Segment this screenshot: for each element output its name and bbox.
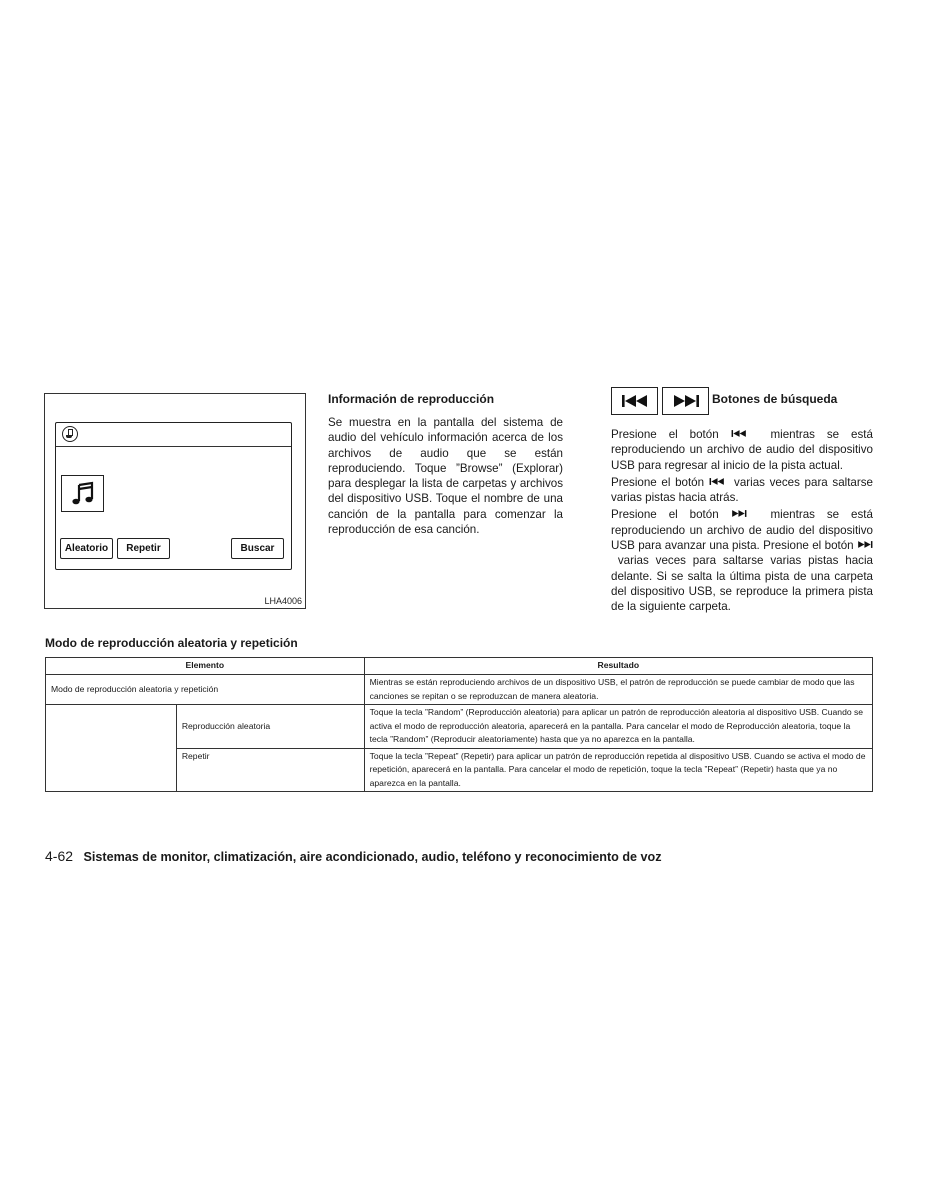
skip-forward-icon (857, 540, 873, 549)
info-body (328, 415, 563, 537)
table-cell-result: Toque la tecla ”Random” (Reproducción aleatoria) para aplicar un patrón de reproducción aleatoria al dispositivo USB. Cuando se activa el modo de reproducción aleatoria, aparecerá en la pantalla. Para cancelar el modo de Reproducción aleatoria, toque la tecla ”Random” (Reproducir aleatoriamente) hasta que ya no aparezca en la pantalla. (364, 705, 872, 749)
page-number: 4-62 (45, 848, 74, 864)
skip-back-icon (621, 395, 649, 407)
table-cell-item: Repetir (176, 748, 364, 792)
seek-paragraph-3: Presione el botón mientras se está reproduciendo un archivo de audio del dispositivo USB para avanzar una pista. Presione el botón varias veces para saltarse varias pistas hacia delante. Si se salta la última pista de una carpeta del dispositivo USB, se reproduce la primera pista de la siguiente carpeta. (611, 508, 873, 614)
screen-header (56, 423, 291, 447)
illustration-figure (44, 393, 306, 609)
audio-screen (55, 422, 292, 570)
seek-heading: Botones de búsqueda (712, 392, 838, 406)
info-paragraph: Se muestra en la pantalla del sistema de audio del vehículo información acerca de los archivos de audio que se están reproduciendo. Toque ”Browse” (Explorar) para desplegar la lista de carpetas y archivos del dispositivo USB. Toque el nombre de una canción de la pantalla para comenzar la reproducción de esa canción. (328, 416, 563, 537)
skip-forward-button (662, 387, 709, 415)
table-header-cell: Elemento (46, 658, 365, 675)
table-row (46, 675, 873, 705)
table-cell-result: Toque la tecla ”Repeat” (Repetir) para aplicar un patrón de reproducción repetida al dispositivo USB. Cuando se activa el modo de repetición, aparecerá en la pantalla. Para cancelar el modo de repetición, toque la tecla ”Repeat” (Repetir) hasta que ya no aparezca en la pantalla. (364, 748, 872, 792)
seek-body (611, 427, 873, 615)
skip-forward-icon (731, 509, 747, 518)
mode-table (45, 657, 873, 792)
info-heading: Información de reproducción (328, 392, 495, 406)
table-heading: Modo de reproducción aleatoria y repetición (45, 636, 298, 650)
page-footer (45, 848, 662, 866)
table-cell-item: Modo de reproducción aleatoria y repetición (46, 675, 365, 705)
table-header-row (46, 658, 873, 675)
seek-paragraph-2: Presione el botón varias veces para saltarse varias pistas hacia atrás. (611, 475, 873, 505)
skip-back-button (611, 387, 658, 415)
chapter-title: Sistemas de monitor, climatización, aire acondicionado, audio, teléfono y reconocimiento de voz (83, 850, 662, 864)
table-header-cell: Resultado (364, 658, 872, 675)
album-art (61, 475, 104, 512)
table-row (46, 705, 873, 749)
repeat-button[interactable]: Repetir (117, 538, 170, 559)
search-button[interactable]: Buscar (231, 538, 284, 559)
skip-back-icon (709, 477, 725, 486)
skip-forward-icon (672, 395, 700, 407)
usb-icon (62, 426, 78, 442)
music-note-icon (70, 481, 96, 507)
seek-paragraph-1: Presione el botón mientras se está reproduciendo un archivo de audio del dispositivo USB para regresar al inicio de la pista actual. (611, 428, 873, 472)
skip-back-icon (731, 429, 747, 438)
table-cell-item: Reproducción aleatoria (176, 705, 364, 749)
table-cell-empty (46, 705, 177, 792)
table-cell-result: Mientras se están reproduciendo archivos de un dispositivo USB, el patrón de reproducción se puede cambiar de modo que las canciones se repitan o se reproduzcan de manera aleatoria. (364, 675, 872, 705)
figure-code: LHA4006 (264, 596, 302, 606)
random-button[interactable]: Aleatorio (60, 538, 113, 559)
